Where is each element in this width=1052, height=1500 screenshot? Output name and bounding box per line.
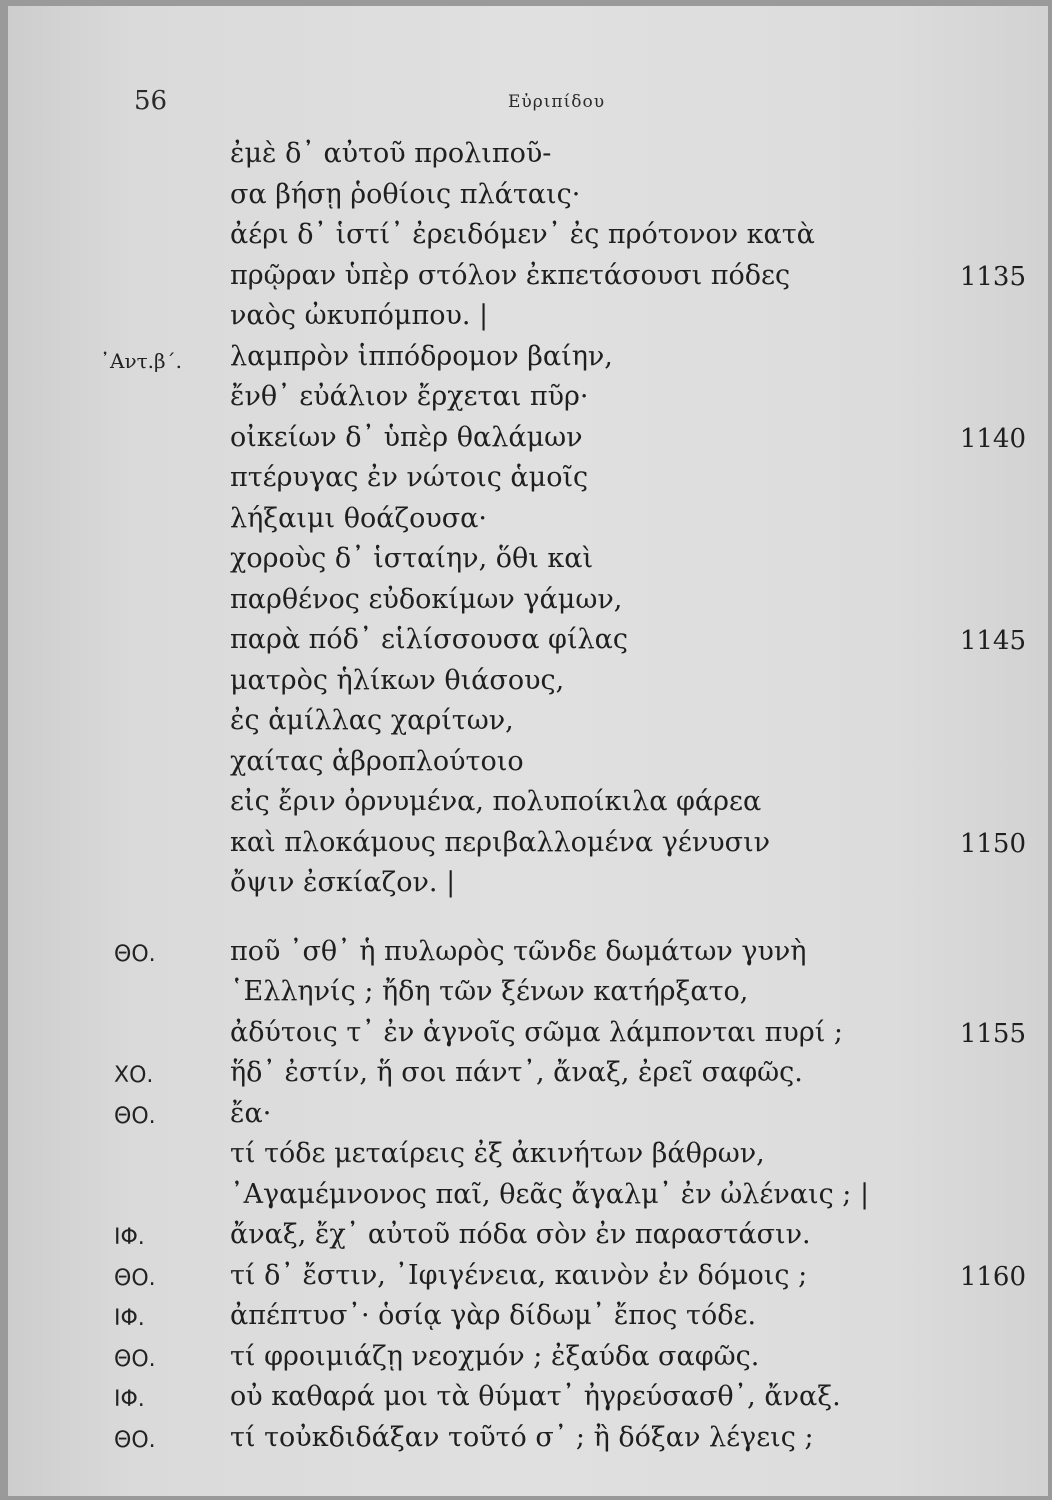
- verse-line-text: λαμπρὸν ἱππόδρομον βαίην,: [230, 340, 613, 372]
- line-number: 1145: [959, 626, 1026, 656]
- verse-line: [8, 341, 1048, 385]
- verse-line-text: ἀπέπτυσ᾽· ὁσίᾳ γὰρ δίδωμ᾽ ἔπος τόδε.: [230, 1300, 757, 1331]
- speaker-label: ΘΟ.: [114, 1265, 156, 1291]
- verse-line-text: ᾽Αγαμέμνονος παῖ, θεᾶς ἄγαλμ᾽ ἐν ὠλέναις ; |: [230, 1178, 870, 1210]
- line-number: 1135: [959, 261, 1026, 292]
- verse-line-text: ἐμὲ δ᾽ αὐτοῦ προλιποῦ-: [230, 138, 552, 169]
- verse-line: [8, 503, 1048, 547]
- verse-line: [8, 976, 1048, 1020]
- verse-line-text: ἥδ᾽ ἐστίν, ἥ σοι πάντ᾽, ἄναξ, ἐρεῖ σαφῶς.: [230, 1057, 803, 1088]
- verse-line-text: ἔνθ᾽ εὐάλιον ἔρχεται πῦρ·: [230, 381, 589, 412]
- verse-line: [8, 1381, 1048, 1425]
- verse-line: [8, 179, 1048, 223]
- speaker-label: ΙΦ.: [114, 1306, 145, 1331]
- line-number: 1150: [959, 828, 1026, 859]
- verse-line-text: τί τοὐκδιδάξαν τοῦτό σ᾽ ; ἢ δόξαν λέγεις ;: [230, 1421, 814, 1453]
- verse-line: [8, 260, 1048, 304]
- verse-line-text: καὶ πλοκάμους περιβαλλομένα γένυσιν: [230, 826, 771, 858]
- verse-line-text: ποῦ ᾽σθ᾽ ἡ πυλωρὸς τῶνδε δωμάτων γυνὴ: [230, 935, 807, 967]
- verse-line: [8, 1341, 1048, 1385]
- verse-line-text: ἀέρι δ᾽ ἱστί᾽ ἐρειδόμεν᾽ ἐς πρότονον κατὰ: [230, 219, 815, 250]
- verse-line-text: πρῷραν ὑπὲρ στόλον ἐκπετάσουσι πόδες: [230, 259, 791, 291]
- verse-line: [8, 1057, 1048, 1101]
- verse-line: [8, 219, 1048, 263]
- verse-line: [8, 786, 1048, 830]
- verse-line: [8, 1219, 1048, 1263]
- running-title: Εὐριπίδου: [508, 92, 606, 112]
- verse-line: [8, 1179, 1048, 1223]
- verse-line-text: τί φροιμιάζῃ νεοχμόν ; ἐξαύδα σαφῶς.: [230, 1340, 760, 1372]
- verse-line-text: λήξαιμι θοάζουσα·: [230, 502, 487, 534]
- verse-line: [8, 584, 1048, 628]
- verse-line-text: πτέρυγας ἐν νώτοις ἁμοῖς: [230, 462, 589, 493]
- verse-line-text: ναὸς ὠκυπόμπου. |: [230, 300, 489, 331]
- verse-line: [8, 1300, 1048, 1344]
- verse-line-text: τί δ᾽ ἔστιν, ᾽Ιφιγένεια, καινὸν ἐν δόμοις ;: [230, 1259, 808, 1291]
- verse-line: [8, 665, 1048, 709]
- verse-line: [8, 381, 1048, 425]
- line-number: 1140: [959, 423, 1026, 454]
- verse-line: [8, 1138, 1048, 1182]
- verse-line-text: σα βήσῃ ῥοθίοις πλάταις·: [230, 178, 581, 210]
- speaker-label: ΘΟ.: [114, 1427, 156, 1453]
- verse-line: [8, 300, 1048, 344]
- verse-line: [8, 827, 1048, 871]
- verse-line-text: οἰκείων δ᾽ ὑπὲρ θαλάμων: [230, 421, 583, 453]
- speaker-label: ΙΦ.: [114, 1387, 145, 1412]
- verse-line: [8, 867, 1048, 911]
- verse-line: [8, 705, 1048, 749]
- verse-line: [8, 543, 1048, 587]
- verse-line: [8, 138, 1048, 182]
- verse-line: [8, 462, 1048, 506]
- speaker-label: ΧΟ.: [114, 1063, 154, 1088]
- verse-line-text: ματρὸς ἡλίκων θιάσους,: [230, 664, 565, 696]
- book-page: [8, 6, 1048, 1496]
- verse-line-text: ἐς ἁμίλλας χαρίτων,: [230, 705, 514, 736]
- verse-line-text: οὐ καθαρά μοι τὰ θύματ᾽ ἠγρεύσασθ᾽, ἄναξ.: [230, 1381, 841, 1412]
- verse-line-text: παρὰ πόδ᾽ εἱλίσσουσα φίλας: [230, 624, 629, 655]
- speaker-label: ΘΟ.: [114, 941, 156, 967]
- verse-line: [8, 1260, 1048, 1304]
- verse-line: [8, 936, 1048, 980]
- speaker-label: ΘΟ.: [114, 1346, 156, 1372]
- page-number: 56: [134, 86, 168, 116]
- verse-line-text: χαίτας ἁβροπλούτοιο: [230, 745, 524, 777]
- verse-line: [8, 624, 1048, 668]
- verse-line-text: παρθένος εὐδοκίμων γάμων,: [230, 583, 623, 615]
- line-number: 1160: [959, 1261, 1026, 1292]
- verse-line-text: εἰς ἔριν ὀρνυμένα, πολυποίκιλα φάρεα: [230, 786, 762, 817]
- verse-line: [8, 1098, 1048, 1142]
- speaker-label: ΘΟ.: [114, 1103, 156, 1129]
- verse-line: [8, 1422, 1048, 1466]
- verse-line-text: ἔα·: [230, 1097, 272, 1129]
- verse-line: [8, 422, 1048, 466]
- verse-line-text: ῾Ελληνίς ; ἤδη τῶν ξένων κατήρξατο,: [230, 976, 749, 1007]
- speaker-label: ΙΦ.: [114, 1225, 145, 1250]
- verse-line-text: ἀδύτοις τ᾽ ἐν ἁγνοῖς σῶμα λάμπονται πυρί ;: [230, 1016, 843, 1048]
- verse-line-text: τί τόδε μεταίρεις ἐξ ἀκινήτων βάθρων,: [230, 1138, 765, 1169]
- verse-line: [8, 746, 1048, 790]
- speaker-label: ᾽Αντ.β΄.: [100, 348, 182, 373]
- verse-line-text: ἄναξ, ἔχ᾽ αὐτοῦ πόδα σὸν ἐν παραστάσιν.: [230, 1219, 811, 1250]
- verse-line-text: ὄψιν ἐσκίαζον. |: [230, 867, 456, 898]
- verse-line-text: χοροὺς δ᾽ ἱσταίην, ὅθι καὶ: [230, 543, 594, 574]
- verse-line: [8, 1017, 1048, 1061]
- line-number: 1155: [959, 1018, 1026, 1049]
